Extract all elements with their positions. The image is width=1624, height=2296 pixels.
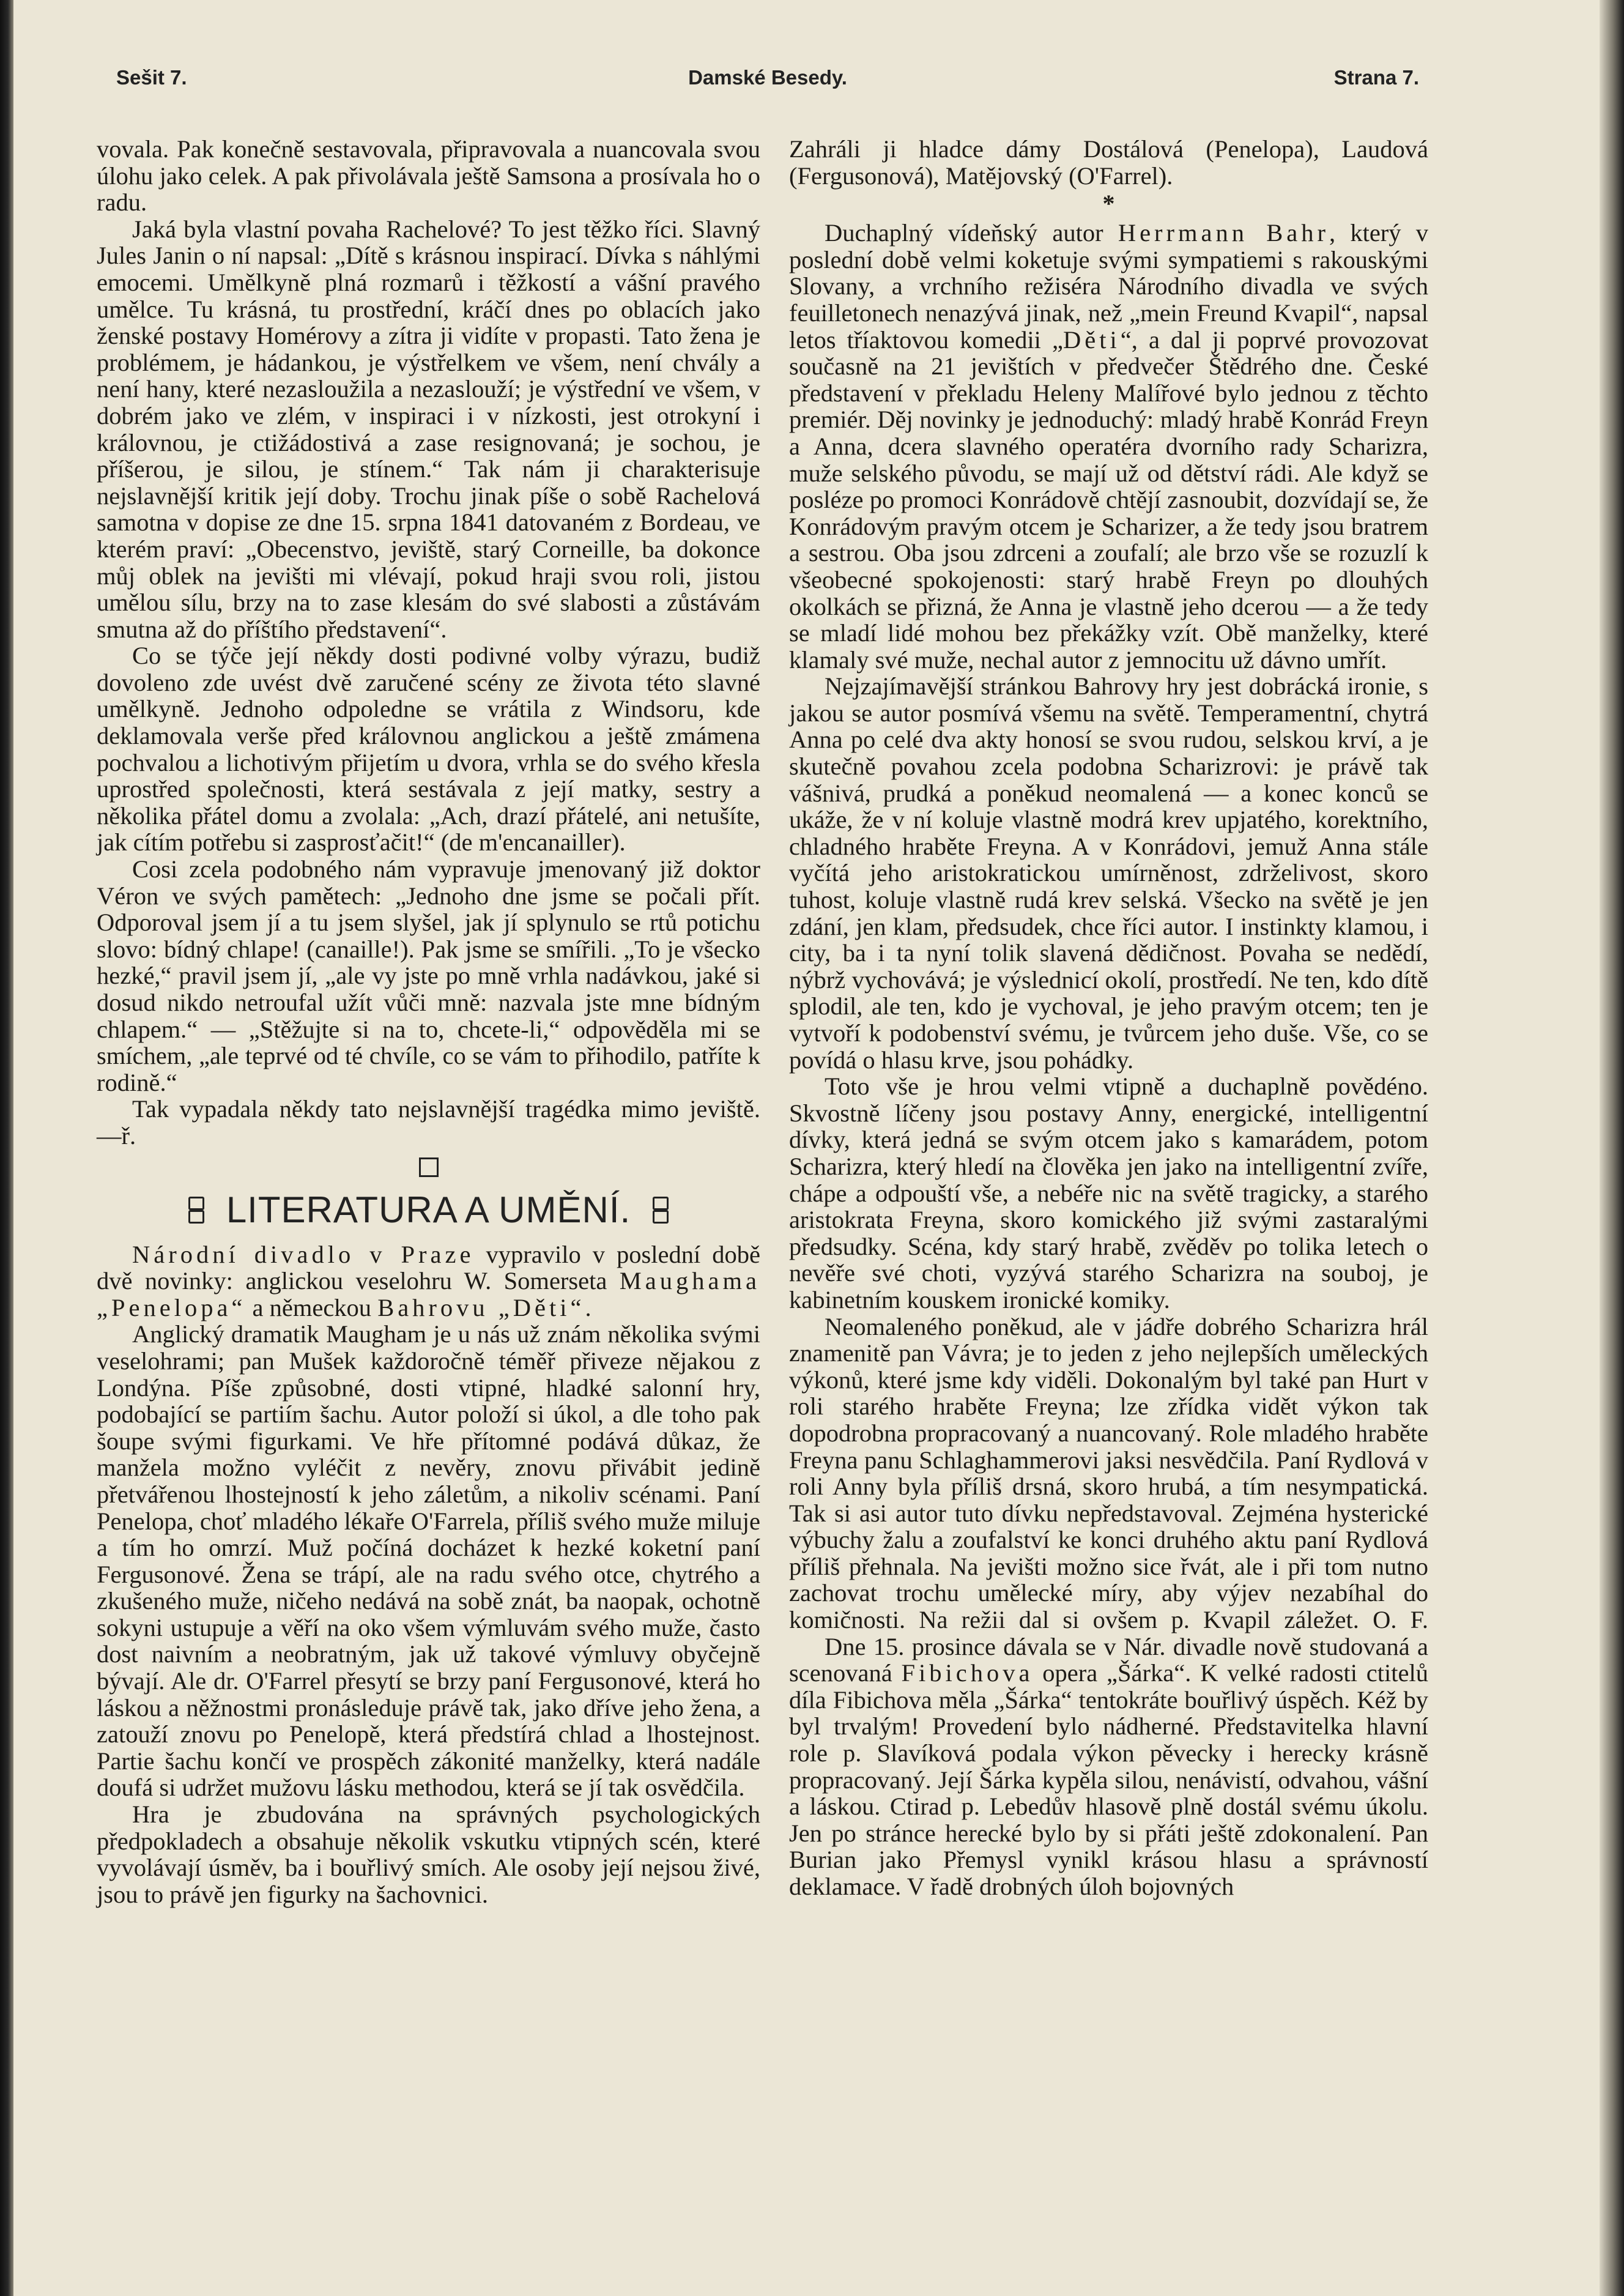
paragraph [97,1241,760,1321]
paragraph-text: “, a dal ji poprvé provozovat současně na 21 jevištích v předvečer Štědrého dne. České představení v překladu Heleny Malířové bylo jednou z těchto premiér. Děj novinky je jednoduchý: mladý hrabě Konrád Freyn a Anna, dcera slavného operatéra dvorního rady Scharizra, muže selského původu, se mají už od dětství rádi. Ale když se posléze po promoci Konrádově chtějí zasnoubit, dozvídají se, že Konrádovým pravým otcem je Scharizer, a že tedy jsou bratrem a sestrou. Oba jsou zdrceni a zoufalí; ale brzo vše se rozuzlí k všeobecné spokojenosti: starý hrabě Freyn po dlouhých okolkách se přizná, že Anna je vlastně jeho dcerou — a že tedy se mladí lidé mohou bez překážky vzít. Obě manželky, které klamaly své muže, nechal autor z jemnocitu už dávno umřít. [789,325,1428,674]
paragraph: Co se týče její někdy dosti podivné volby výrazu, budiž dovoleno zde uvést dvě zaručené scény ze života této slavné umělkyně. Jednoho odpoledne se vrátila z Windsoru, kde deklamovala verše před královnou anglickou a ještě zmámena pochvalou a lichotivým přijetím u dvora, vrhla se do svého křesla uprostřed společnosti, která sestávala z její matky, sestry a několika přátel domu a zvolala: „Ach, drazí přátelé, ani netušíte, jak cítím potřebu si zasprosťačit!“ (de m'encanailler). [97,642,760,856]
paragraph-text: Duchaplný vídeňský autor [825,219,1118,247]
issue-number: Sešit 7. [116,66,187,89]
book-spine-shadow [0,0,13,2296]
asterisk-separator: * [1102,190,1115,218]
paragraph: Zahráli ji hladce dámy Dostálová (Penelopa), Laudová (Fergusonová), Matějovský (O'Farrel). [789,135,1428,190]
spaced-text: Národní divadlo v Praze [132,1240,475,1268]
ornament-icon [653,1197,669,1224]
spaced-text: Fibichova [901,1659,1034,1687]
paragraph [789,220,1428,673]
paragraph-text: Neomaleného poněkud, ale v jádře dobrého Scharizra hrál znamenitě pan Vávra; je to jeden z jeho nejlepších uměleckých výkonů, které jsme kdy viděli. Dokonalým byl také pan Hurt v roli starého hraběte Freyna; lze zřídka vidět výkon tak dopodrobna propracovaný a nuancovaný. Role mladého hraběte Freyna panu Schlaghammerovi jaksi nesvědčila. Paní Rydlová v roli Anny byla příliš drsná, skoro hrubá, a tím nesympatická. Tak si asi autor tuto dívku nepředstavoval. Zejména hysterické výbuchy žalu a zoufalství ke konci druhého aktu paní Rydlová příliš přehnala. Na jevišti možno sice řvát, ale i při tom nutno zachovat trochu umělecké míry, aby výjev nezabíhal do komičnosti. Na režii dal si ovšem p. Kvapil záležet. [789,1312,1428,1634]
spaced-text: Děti [1063,325,1121,354]
paragraph-text: Dne 15. prosince dávala se v Nár. divadle nově studovaná a scenovaná [789,1632,1428,1687]
spaced-text: Maughama „Penelopa“ [97,1267,760,1321]
author-signature: —ř. [97,1121,136,1150]
paragraph-text: opera „ [1033,1659,1118,1687]
running-header [116,66,1419,103]
page-number: Strana 7. [1333,66,1419,89]
ornament-icon [188,1197,204,1224]
spaced-text: Herrmann Bahr [1118,219,1329,247]
paragraph: Cosi zcela podobného nám vypravuje jmenovaný již doktor Véron ve svých pamětech: „Jednoho dne jsme se počali přít. Odporoval jsem jí a tu jsem slyšel, jak jí splynulo se rtů potichu slovo: bídný chlape! (canaille!). Pak jsme se smířili. „To je všecko hezké,“ pravil jsem jí, „ale vy jste po mně vrhla nadávkou, jaké si dosud nikdo netroufal užít vůči mně: nazvala jste mne bídným chlapem.“ — „Stěžujte si na to, chcete-li,“ odpověděla mi se smíchem, „ale teprvé od té chvíle, co se vám to přihodilo, patříte k rodině.“ [97,855,760,1096]
section-title: LITERATURA A UMĚNÍ. [226,1189,631,1230]
left-column [97,136,760,1908]
spaced-text: Bahrovu „Děti“ [377,1293,585,1321]
paragraph [789,1633,1428,1900]
paragraph-text: , který v poslední době velmi koketuje svými sympatiemi s rakouskými Slovany, a vrchního režiséra Národního divadla ve svých feuilletonech nenazývá jinak, než „mein Freund Kvapil“, napsal letos tříaktovou komedii „ [789,219,1429,354]
section-divider [97,1156,760,1184]
paragraph-with-signature [789,1313,1428,1633]
paragraph-text: a německou [246,1293,378,1321]
paragraph-text: vypravilo v poslední době dvě novinky: anglickou veselohru W. Somerseta [97,1240,761,1295]
paragraph: Hra je zbudována na správných psychologických předpokladech a obsahuje několik vskutku vtipných scén, které vyvolávají úsměv, ba i bouřlivý smích. Ale osoby její nejsou živé, jsou to právě jen figurky na šachovnici. [97,1800,760,1908]
paragraph-text: “. K velké radosti ctitelů díla Fibichova měla „Šárka“ tentokráte bouřlivý úspěch. Kéž by byl trvalým! Provedení bylo nádherné. Představitelka hlavní role p. Slavíková podala výkon pěvecky i herecky krásně propracovaný. Její Šárka kypěla silou, nenávistí, odvahou, vášní a láskou. Ctirad p. Lebedův hlasově plně dostál svému úkolu. Jen po stránce herecké bylo by si přáti ještě zdokonalení. Pan Burian jako Přemysl vynikl krásou hlasu a správností deklamace. V řadě drobných úloh bojovných [789,1659,1428,1900]
paragraph: Anglický dramatik Maugham je u nás už znám několika svými veselohrami; pan Mušek každoročně téměř přiveze nějakou z Londýna. Píše způsobné, dosti vtipné, hladké salonní hry, podobající se partiím šachu. Autor položí si úkol, a dle toho pak šoupe svými figurkami. Ve hře přítomné podává důkaz, že manžela možno vyléčit z nevěry, znovu přivábit jedině přetvářenou lhostejností k jeho záletům, a nikoliv scénami. Paní Penelopa, choť mladého lékaře O'Farrela, příliš svého muže miluje a tím ho omrzí. Muž počíná docházet k hezké koketní paní Fergusonové. Žena se trápí, ale na radu svého otce, chytrého a zkušeného muže, ničeho nedává na sobě znát, ba naopak, ochotně sokyni ustupuje a věří na oko všem výmluvám svého muže, často dost naivním a neobratným, jak už takové výmluvy obyčejně bývají. Ale dr. O'Farrel přesytí se brzy paní Fergusonové, která ho láskou a něžnostmi pronásleduje právě tak, jako dříve jeho žena, a zatouží znovu po Penelopě, která předstírá chlad a lhostejnost. Partie šachu končí ve prospěch zákonité manželky, která nadále doufá si udržet mužovu lásku methodou, která se jí tak osvědčila. [97,1320,760,1802]
paragraph-with-signature [97,1096,760,1149]
paragraph: Jaká byla vlastní povaha Rachelové? To jest těžko říci. Slavný Jules Janin o ní napsal: „Dítě s krásnou inspirací. Dívka s náhlými emocemi. Umělkyně plná rozmarů i těžkostí a vášní pravého umělce. Tu krásná, tu prostřední, kráčí dnes po oblacích jako ženské postavy Homérovy a zítra ji vidíte v propasti. Tato žena je problémem, je hádankou, je výstřelkem ve všem, není chvály a není hany, které nezasloužila a nezaslouží; je výstřední ve všem, v dobrém jako ve zlém, v inspiraci i v nízkosti, jest otrokyní i královnou, je ctižádostivá a zase resignovaná; je sochou, je příšerou, je silou, je stínem.“ Tak nám ji charakterisuje nejslavnější kritik její doby. Trochu jinak píše o sobě Rachelová samotna v dopise ze dne 15. srpna 1841 datovaném z Bordeau, ve kterém praví: „Obecenstvo, jeviště, starý Corneille, ba dokonce můj oblek na jevišti mi vlévají, pokud hraji svou roli, jistou umělou sílu, brzy na to zase klesám do své slabosti a zůstávám smutna až do příštího představení“. [97,215,760,643]
paragraph-text: Šárka [1118,1659,1174,1687]
paragraph-text: Tak vypadala někdy tato nejslavnější tragédka mimo jeviště. [132,1095,760,1123]
magazine-title: Damské Besedy. [688,66,847,89]
right-column [789,136,1428,1900]
section-heading [97,1187,760,1233]
paragraph: vovala. Pak konečně sestavovala, připravovala a nuancovala svou úlohu jako celek. A pak přivolávala ještě Samsona a prosívala ho o radu. [97,135,760,217]
paragraph: Nejzajímavější stránkou Bahrovy hry jest dobrácká ironie, s jakou se autor posmívá všemu na světě. Temperamentní, chytrá Anna po celé dva akty honosí se svou rudou, selskou krví, a je skutečně povahou zcela podobna Scharizrovi: je právě tak vášnivá, prudká a poněkud neomalená — a konec konců se ukáže, že v ní koluje vlastně modrá krev upjatého, korektního, chladného hraběte Freyna. A v Konrádovi, jemuž Anna stále vyčítá jeho aristokratickou umírněnost, zdrželivost, skoro tuhost, koluje vlastně rudá krev selská. Všecko na světě je jen zdání, jen klam, předsudek, chce říci autor. I instinkty klamou, i city, ba i ta nyní tolik slavená dědičnost. Povaha se nedědí, nýbrž vychovává; je výslednicí okolí, prostředí. Ne ten, kdo dítě splodil, ale ten, kdo je vychoval, je jeho pravým otcem; ten je vytvoří k podobenství svému, je tvůrcem jeho duše. Vše, co se povídá o hlasu krve, jsou pohádky. [789,672,1428,1074]
paragraph: Toto vše je hrou velmi vtipně a duchaplně povědéno. Skvostně líčeny jsou postavy Anny, energické, intelligentní dívky, která jedná se svým otcem jako s kamarádem, potom Scharizra, který hledí na člověka jen jako na intelligentní zvíře, chápe a odpouští vše, a nebéře nic na světě tragicky, a starého aristokrata Freyna, skoro komického již svými zastaralými předsudky. Scéna, kdy starý hrabě, zvěděv po tolika letech o nevěře své choti, vyzývá starého Scharizra na souboj, je kabinetním kouskem ironické komiky. [789,1072,1428,1313]
author-signature: O. F. [1373,1606,1429,1634]
square-ornament-icon [419,1157,439,1177]
page-edge-shadow [1600,0,1624,2296]
paragraph-text: . [585,1293,591,1321]
